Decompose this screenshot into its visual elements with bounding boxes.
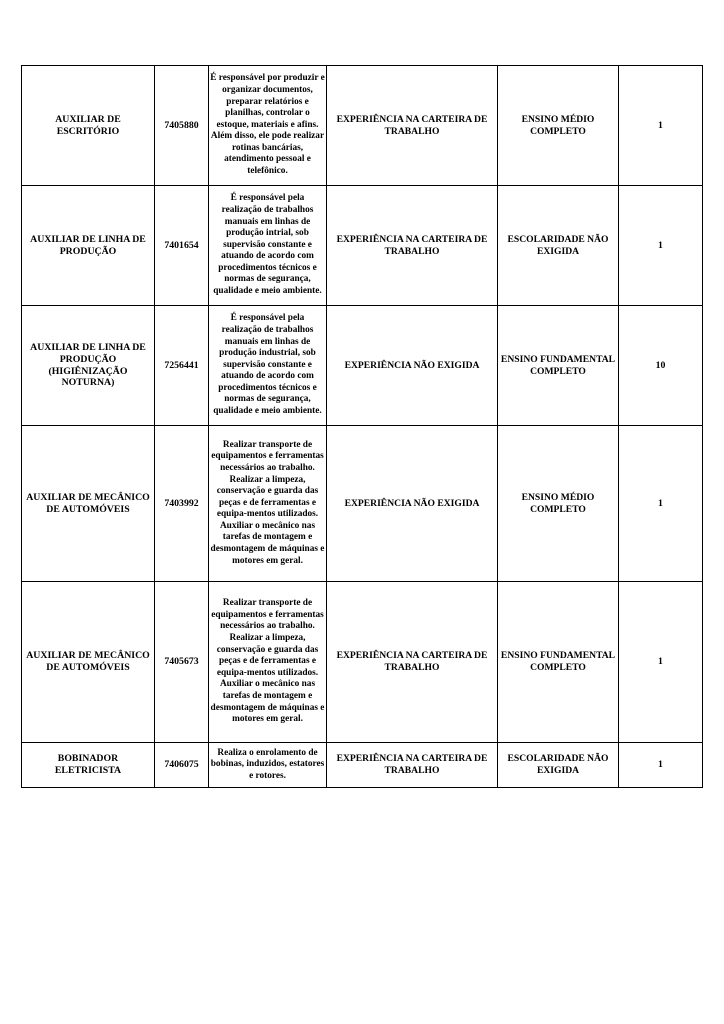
job-code-cell: 7401654 (155, 186, 209, 306)
description-cell: É responsável pela realização de trabalhos manuais em linhas de produção intrial, sob supervisão constante e atuando de acordo com procedimentos técnicos e normas de segurança, qualidade e meio ambiente. (209, 186, 327, 306)
occupation-cell: BOBINADOR ELETRICISTA (22, 743, 155, 788)
experience-cell: EXPERIÊNCIA NA CARTEIRA DE TRABALHO (327, 743, 498, 788)
education-cell: ENSINO FUNDAMENTAL COMPLETO (498, 582, 619, 743)
vacancies-cell: 1 (619, 743, 703, 788)
occupation-cell: AUXILIAR DE MECÂNICO DE AUTOMÓVEIS (22, 426, 155, 582)
experience-cell: EXPERIÊNCIA NÃO EXIGIDA (327, 426, 498, 582)
job-code-cell: 7406075 (155, 743, 209, 788)
description-cell: Realizar transporte de equipamentos e ferramentas necessários ao trabalho. Realizar a limpeza, conservação e guarda das peças e de ferramentas e equipa-mentos utilizados. Auxiliar o mecânico nas tarefas de montagem e desmontagem de máquinas e motores em geral. (209, 582, 327, 743)
description-cell: Realiza o enrolamento de bobinas, induzidos, estatores e rotores. (209, 743, 327, 788)
table-row (22, 186, 703, 306)
job-vacancies-table (21, 65, 703, 788)
experience-cell: EXPERIÊNCIA NA CARTEIRA DE TRABALHO (327, 66, 498, 186)
occupation-cell: AUXILIAR DE ESCRITÓRIO (22, 66, 155, 186)
vacancies-cell: 10 (619, 306, 703, 426)
occupation-cell: AUXILIAR DE LINHA DE PRODUÇÃO (HIGIÊNIZAÇÃO NOTURNA) (22, 306, 155, 426)
job-code-cell: 7256441 (155, 306, 209, 426)
job-code-cell: 7403992 (155, 426, 209, 582)
education-cell: ENSINO MÉDIO COMPLETO (498, 426, 619, 582)
table-row (22, 66, 703, 186)
job-code-cell: 7405880 (155, 66, 209, 186)
education-cell: ESCOLARIDADE NÃO EXIGIDA (498, 186, 619, 306)
description-cell: É responsável por produzir e organizar documentos, preparar relatórios e planilhas, controlar o estoque, materiais e afins. Além disso, ele pode realizar rotinas bancárias, atendimento pessoal e telefônico. (209, 66, 327, 186)
table-row (22, 743, 703, 788)
description-cell: É responsável pela realização de trabalhos manuais em linhas de produção industrial, sob supervisão constante e atuando de acordo com procedimentos técnicos e normas de segurança, qualidade e meio ambiente. (209, 306, 327, 426)
education-cell: ENSINO FUNDAMENTAL COMPLETO (498, 306, 619, 426)
experience-cell: EXPERIÊNCIA NA CARTEIRA DE TRABALHO (327, 582, 498, 743)
vacancies-cell: 1 (619, 426, 703, 582)
vacancies-cell: 1 (619, 66, 703, 186)
table-row (22, 582, 703, 743)
experience-cell: EXPERIÊNCIA NÃO EXIGIDA (327, 306, 498, 426)
table-row (22, 426, 703, 582)
occupation-cell: AUXILIAR DE MECÂNICO DE AUTOMÓVEIS (22, 582, 155, 743)
occupation-cell: AUXILIAR DE LINHA DE PRODUÇÃO (22, 186, 155, 306)
table-row (22, 306, 703, 426)
education-cell: ESCOLARIDADE NÃO EXIGIDA (498, 743, 619, 788)
vacancies-cell: 1 (619, 186, 703, 306)
education-cell: ENSINO MÉDIO COMPLETO (498, 66, 619, 186)
description-cell: Realizar transporte de equipamentos e ferramentas necessários ao trabalho. Realizar a limpeza, conservação e guarda das peças e de ferramentas e equipa-mentos utilizados. Auxiliar o mecânico nas tarefas de montagem e desmontagem de máquinas e motores em geral. (209, 426, 327, 582)
experience-cell: EXPERIÊNCIA NA CARTEIRA DE TRABALHO (327, 186, 498, 306)
job-code-cell: 7405673 (155, 582, 209, 743)
vacancies-cell: 1 (619, 582, 703, 743)
